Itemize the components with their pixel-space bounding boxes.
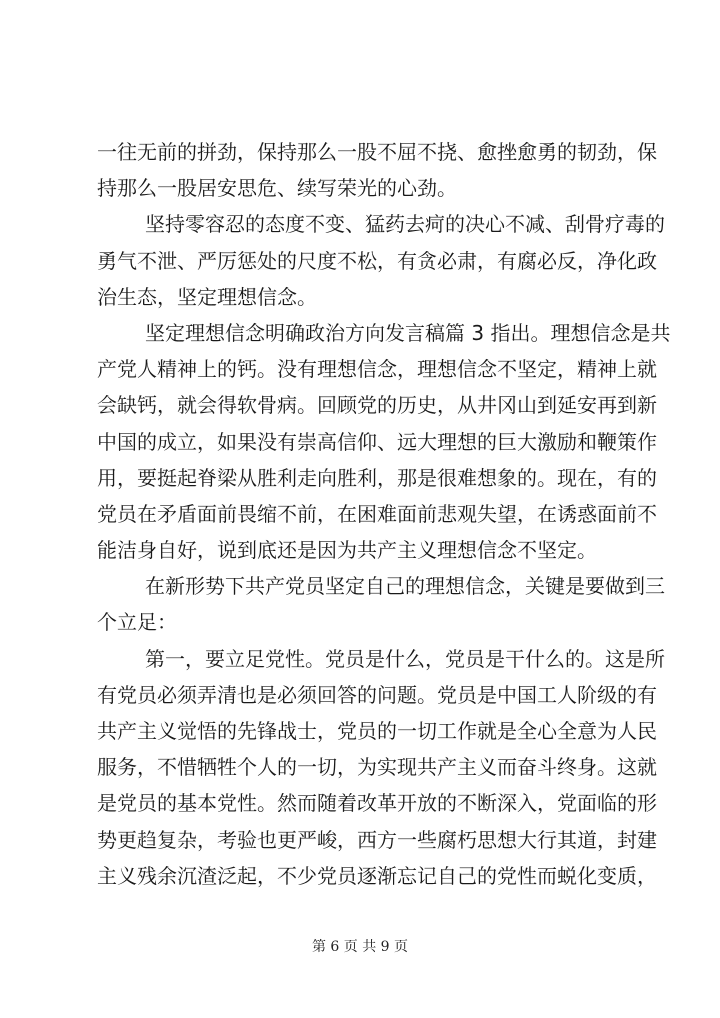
text-line: 能洁身自好，说到底还是因为共产主义理想信念不坚定。 [97, 538, 597, 563]
paragraph [97, 206, 665, 315]
paragraph [97, 568, 665, 640]
document-body [97, 134, 671, 894]
text-line: 中国的成立，如果没有崇高信仰、远大理想的巨大激励和鞭策作 [97, 429, 657, 454]
text-line: 势更趋复杂，考验也更严峻，西方一些腐朽思想大行其道，封建 [97, 827, 657, 852]
text-line: 勇气不泄、严厉惩处的尺度不松，有贪必肃，有腐必反，净化政 [97, 248, 657, 273]
text-line: 第一，要立足党性。党员是什么，党员是干什么的。这是所 [145, 646, 665, 671]
text-line: 坚定理想信念明确政治方向发言稿篇 3 指出。理想信念是共 [145, 320, 671, 345]
page-footer: 第 6 页 共 9 页 [311, 939, 409, 955]
paragraph [97, 134, 657, 206]
text-line: 是党员的基本党性。然而随着改革开放的不断深入，党面临的形 [97, 791, 657, 816]
text-line: 个立足： [97, 610, 177, 635]
text-line: 服务，不惜牺牲个人的一切，为实现共产主义而奋斗终身。这就 [97, 755, 657, 780]
text-line: 坚持零容忍的态度不变、猛药去疴的决心不减、刮骨疗毒的 [145, 212, 665, 237]
text-line: 用，要挺起脊梁从胜利走向胜利，那是很难想象的。现在，有的 [97, 465, 657, 490]
text-line: 共产主义觉悟的先锋战士，党员的一切工作就是全心全意为人民 [97, 719, 657, 743]
text-line: 会缺钙，就会得软骨病。回顾党的历史，从井冈山到延安再到新 [97, 393, 657, 418]
text-line: 主义残余沉渣泛起，不少党员逐渐忘记自己的党性而蜕化变质， [97, 863, 657, 888]
text-line: 在新形势下共产党员坚定自己的理想信念，关键是要做到三 [145, 574, 665, 599]
text-line: 一往无前的拼劲，保持那么一股不屈不挠、愈挫愈勇的韧劲，保 [97, 140, 657, 164]
paragraph [97, 315, 671, 568]
text-line: 持那么一股居安思危、续写荣光的心劲。 [97, 176, 457, 201]
paragraph [97, 641, 665, 894]
text-line: 产党人精神上的钙。没有理想信念，理想信念不坚定，精神上就 [97, 357, 657, 382]
text-line: 有党员必须弄清也是必须回答的问题。党员是中国工人阶级的有 [97, 682, 657, 707]
text-line: 治生态，坚定理想信念。 [97, 284, 317, 309]
text-line: 党员在矛盾面前畏缩不前，在困难面前悲观失望，在诱惑面前不 [97, 501, 657, 526]
